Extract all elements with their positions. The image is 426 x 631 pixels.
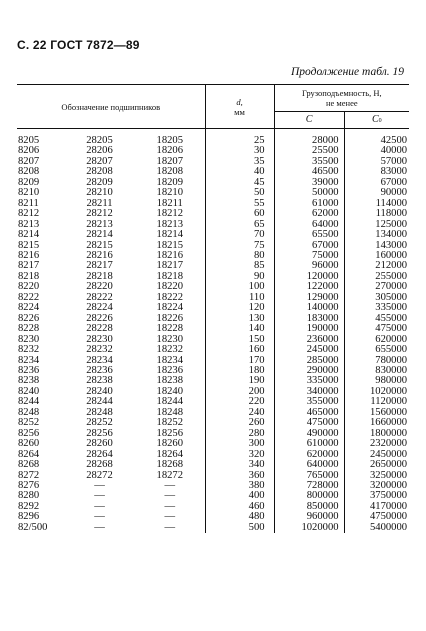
- page-title: С. 22 ГОСТ 7872—89: [17, 38, 140, 52]
- cell-diameter: 60: [205, 209, 274, 219]
- cell-designation-8: 8211: [18, 197, 39, 209]
- cell-designation-18: 18238: [135, 376, 205, 386]
- cell-static-load: 655000: [375, 344, 408, 356]
- cell-dynamic-load: 122000: [274, 282, 344, 292]
- cell-designation-8: 8252: [18, 417, 40, 429]
- cell-designation-28: 28217: [86, 260, 113, 272]
- cell-designation-8: 8260: [18, 438, 40, 450]
- table-row: [17, 188, 409, 198]
- cell-static-load: 620000: [375, 333, 408, 345]
- cell-designation-18: 18206: [135, 146, 205, 156]
- cell-dynamic-load: 190000: [274, 324, 344, 334]
- cell-designation-18: 18214: [135, 230, 205, 240]
- table-row: [17, 209, 409, 219]
- cell-diameter: 380: [205, 481, 274, 491]
- cell-dynamic-load: 245000: [274, 345, 344, 355]
- table-row: [17, 502, 409, 512]
- cell-static-load: 1120000: [370, 396, 408, 408]
- table-row: [17, 523, 409, 533]
- cell-designation-18: —: [135, 502, 205, 512]
- bearing-load-table: [17, 84, 409, 533]
- cell-designation-8: 8224: [18, 302, 40, 314]
- cell-dynamic-load: 475000: [274, 418, 344, 428]
- cell-designation-28: —: [94, 500, 105, 512]
- cell-designation-28: 28211: [86, 197, 113, 209]
- cell-diameter: 340: [205, 460, 274, 470]
- cell-diameter: 70: [205, 230, 274, 240]
- table-row: [17, 220, 409, 230]
- table-header: [17, 85, 409, 129]
- cell-dynamic-load: 765000: [274, 471, 344, 481]
- cell-designation-28: 28210: [86, 187, 113, 199]
- cell-designation-28: 28226: [86, 312, 113, 324]
- cell-designation-28: 28238: [86, 375, 113, 387]
- cell-designation-28: —: [94, 479, 105, 491]
- cell-dynamic-load: 62000: [274, 209, 344, 219]
- cell-dynamic-load: 65500: [274, 230, 344, 240]
- cell-designation-18: 18234: [135, 356, 205, 366]
- cell-diameter: 300: [205, 439, 274, 449]
- table-row: [17, 450, 409, 460]
- cell-designation-18: 18218: [135, 272, 205, 282]
- cell-static-load: 270000: [375, 281, 408, 293]
- cell-diameter: 140: [205, 324, 274, 334]
- cell-designation-8: 8214: [18, 229, 40, 241]
- cell-diameter: 150: [205, 335, 274, 345]
- cell-designation-18: 18207: [135, 157, 205, 167]
- cell-designation-18: 18256: [135, 429, 205, 439]
- cell-static-load: 475000: [375, 323, 408, 335]
- cell-designation-28: 28216: [86, 249, 113, 261]
- cell-designation-8: 8292: [18, 500, 40, 512]
- cell-designation-8: 8296: [18, 511, 40, 523]
- cell-designation-28: 28208: [86, 166, 113, 178]
- cell-designation-8: 8205: [18, 135, 40, 146]
- cell-designation-28: 28268: [86, 459, 113, 471]
- cell-diameter: 320: [205, 450, 274, 460]
- cell-designation-18: 18230: [135, 335, 205, 345]
- cell-dynamic-load: 75000: [274, 251, 344, 261]
- cell-designation-8: 8268: [18, 459, 40, 471]
- table-row: [17, 471, 409, 481]
- table-row: [17, 157, 409, 167]
- cell-designation-18: 18244: [135, 397, 205, 407]
- cell-designation-8: 8220: [18, 281, 40, 293]
- table-row: [17, 481, 409, 491]
- cell-static-load: 67000: [380, 176, 408, 188]
- header-diameter: [205, 85, 274, 129]
- table-row: [17, 129, 409, 147]
- cell-designation-8: 8213: [18, 218, 40, 230]
- table-row: [17, 491, 409, 501]
- cell-dynamic-load: 610000: [274, 439, 344, 449]
- cell-designation-8: 8218: [18, 270, 40, 282]
- cell-diameter: 180: [205, 366, 274, 376]
- table-row: [17, 387, 409, 397]
- cell-designation-28: 28209: [86, 176, 113, 188]
- cell-designation-8: 8234: [18, 354, 40, 366]
- cell-static-load: 118000: [375, 208, 408, 220]
- cell-dynamic-load: 120000: [274, 272, 344, 282]
- cell-designation-8: 8216: [18, 249, 40, 261]
- cell-designation-8: 82/500: [18, 521, 48, 533]
- cell-designation-8: 8210: [18, 187, 40, 199]
- cell-diameter: 35: [205, 157, 274, 167]
- cell-designation-8: 8244: [18, 396, 40, 408]
- cell-designation-28: 28236: [86, 364, 113, 376]
- cell-dynamic-load: 465000: [274, 408, 344, 418]
- cell-dynamic-load: 28000: [274, 129, 344, 147]
- cell-designation-28: 28224: [86, 302, 113, 314]
- cell-static-load: 42500: [380, 135, 408, 146]
- cell-static-load: 1800000: [369, 427, 408, 439]
- cell-diameter: 360: [205, 471, 274, 481]
- cell-designation-18: 18215: [135, 241, 205, 251]
- cell-designation-18: 18272: [135, 471, 205, 481]
- cell-designation-8: 8256: [18, 427, 40, 439]
- cell-designation-28: 28218: [86, 270, 113, 282]
- cell-designation-18: 18226: [135, 314, 205, 324]
- cell-diameter: 240: [205, 408, 274, 418]
- table-row: [17, 356, 409, 366]
- table-row: [17, 429, 409, 439]
- cell-static-load: 2650000: [369, 459, 408, 471]
- cell-designation-8: 8276: [18, 479, 40, 491]
- cell-static-load: 2450000: [369, 448, 408, 460]
- cell-designation-28: 28256: [86, 427, 113, 439]
- cell-static-load: 4170000: [369, 500, 408, 512]
- cell-static-load: 830000: [375, 364, 408, 376]
- cell-dynamic-load: 46500: [274, 167, 344, 177]
- cell-dynamic-load: 490000: [274, 429, 344, 439]
- cell-diameter: 400: [205, 491, 274, 501]
- cell-designation-8: 8212: [18, 208, 40, 220]
- cell-designation-28: 28264: [86, 448, 113, 460]
- cell-designation-18: 18212: [135, 209, 205, 219]
- header-diameter-symbol: d,: [236, 96, 243, 107]
- cell-dynamic-load: 285000: [274, 356, 344, 366]
- cell-static-load: 40000: [380, 145, 408, 157]
- cell-dynamic-load: 800000: [274, 491, 344, 501]
- cell-static-load: 3200000: [369, 479, 408, 491]
- cell-designation-28: 28248: [86, 406, 113, 418]
- cell-designation-8: 8217: [18, 260, 40, 272]
- table-row: [17, 366, 409, 376]
- cell-static-load: 1660000: [369, 417, 408, 429]
- cell-diameter: 50: [205, 188, 274, 198]
- cell-diameter: 65: [205, 220, 274, 230]
- cell-diameter: 160: [205, 345, 274, 355]
- cell-designation-28: 28244: [86, 396, 113, 408]
- cell-dynamic-load: 140000: [274, 303, 344, 313]
- cell-diameter: 130: [205, 314, 274, 324]
- cell-designation-28: 28205: [86, 135, 113, 146]
- table-row: [17, 167, 409, 177]
- cell-dynamic-load: 96000: [274, 261, 344, 271]
- cell-designation-28: 28206: [86, 145, 113, 157]
- cell-designation-8: 8280: [18, 490, 40, 502]
- cell-designation-28: 28220: [86, 281, 113, 293]
- cell-designation-28: 28272: [86, 469, 113, 481]
- cell-dynamic-load: 64000: [274, 220, 344, 230]
- table-continuation-caption: Продолжение табл. 19: [291, 66, 404, 78]
- cell-dynamic-load: 236000: [274, 335, 344, 345]
- cell-designation-8: 8248: [18, 406, 40, 418]
- cell-designation-8: 8272: [18, 469, 40, 481]
- table-row: [17, 397, 409, 407]
- cell-diameter: 100: [205, 282, 274, 292]
- cell-static-load: 5400000: [369, 521, 408, 533]
- cell-diameter: 55: [205, 199, 274, 209]
- table-row: [17, 418, 409, 428]
- cell-diameter: 460: [205, 502, 274, 512]
- cell-designation-28: —: [94, 490, 105, 502]
- cell-dynamic-load: 1020000: [274, 523, 344, 533]
- cell-designation-28: 28240: [86, 385, 113, 397]
- cell-designation-28: 28252: [86, 417, 113, 429]
- table-row: [17, 324, 409, 334]
- cell-designation-18: 18252: [135, 418, 205, 428]
- header-load-capacity: [274, 85, 409, 112]
- cell-designation-8: 8232: [18, 344, 40, 356]
- cell-dynamic-load: 290000: [274, 366, 344, 376]
- cell-designation-18: —: [135, 491, 205, 501]
- table-body: [17, 129, 409, 534]
- cell-designation-28: 28234: [86, 354, 113, 366]
- cell-designation-18: 18232: [135, 345, 205, 355]
- cell-dynamic-load: 960000: [274, 512, 344, 522]
- cell-static-load: 114000: [375, 197, 408, 209]
- table-row: [17, 241, 409, 251]
- cell-designation-18: 18209: [135, 178, 205, 188]
- header-static-load-subscript: 0: [378, 117, 382, 124]
- cell-designation-18: 18222: [135, 293, 205, 303]
- cell-dynamic-load: 129000: [274, 293, 344, 303]
- cell-designation-18: —: [135, 523, 205, 533]
- cell-dynamic-load: 640000: [274, 460, 344, 470]
- table-row: [17, 376, 409, 386]
- cell-static-load: 4750000: [369, 511, 408, 523]
- header-diameter-unit: мм: [234, 106, 245, 117]
- cell-designation-18: 18205: [135, 129, 205, 147]
- cell-diameter: 200: [205, 387, 274, 397]
- cell-designation-28: 28212: [86, 208, 113, 220]
- cell-designation-8: 8209: [18, 176, 40, 188]
- cell-diameter: 190: [205, 376, 274, 386]
- table-row: [17, 408, 409, 418]
- cell-designation-18: 18248: [135, 408, 205, 418]
- cell-dynamic-load: 335000: [274, 376, 344, 386]
- cell-diameter: 45: [205, 178, 274, 188]
- cell-static-load: 255000: [375, 270, 408, 282]
- cell-designation-28: —: [94, 521, 105, 533]
- table-row: [17, 251, 409, 261]
- cell-designation-28: 28232: [86, 344, 113, 356]
- cell-designation-18: 18240: [135, 387, 205, 397]
- table-row: [17, 272, 409, 282]
- cell-static-load: 1020000: [369, 385, 408, 397]
- bearing-load-table-container: [17, 84, 409, 533]
- header-designation: Обозначение подшипников: [17, 85, 205, 129]
- header-load-line1: Грузоподъемность, Н,: [301, 88, 382, 98]
- cell-static-load: 305000: [375, 291, 408, 303]
- cell-dynamic-load: 850000: [274, 502, 344, 512]
- cell-dynamic-load: 620000: [274, 450, 344, 460]
- cell-diameter: 85: [205, 261, 274, 271]
- cell-designation-28: 28213: [86, 218, 113, 230]
- cell-dynamic-load: 67000: [274, 241, 344, 251]
- table-row: [17, 282, 409, 292]
- cell-designation-28: 28214: [86, 229, 113, 241]
- cell-diameter: 260: [205, 418, 274, 428]
- cell-designation-18: —: [135, 481, 205, 491]
- table-row: [17, 178, 409, 188]
- table-row: [17, 335, 409, 345]
- cell-designation-18: 18217: [135, 261, 205, 271]
- cell-dynamic-load: 61000: [274, 199, 344, 209]
- cell-designation-8: 8215: [18, 239, 40, 251]
- cell-designation-18: 18213: [135, 220, 205, 230]
- cell-dynamic-load: 35500: [274, 157, 344, 167]
- table-row: [17, 230, 409, 240]
- cell-diameter: 280: [205, 429, 274, 439]
- cell-static-load: 335000: [375, 302, 408, 314]
- table-row: [17, 146, 409, 156]
- header-dynamic-load: C: [274, 112, 344, 129]
- cell-designation-28: 28230: [86, 333, 113, 345]
- cell-static-load: 83000: [380, 166, 408, 178]
- cell-designation-18: —: [135, 512, 205, 522]
- header-static-load: [344, 112, 409, 129]
- cell-designation-18: 18211: [135, 199, 205, 209]
- cell-static-load: 143000: [375, 239, 408, 251]
- cell-designation-28: 28215: [86, 239, 113, 251]
- cell-diameter: 480: [205, 512, 274, 522]
- cell-designation-8: 8236: [18, 364, 40, 376]
- cell-designation-18: 18228: [135, 324, 205, 334]
- cell-diameter: 500: [205, 523, 274, 533]
- cell-static-load: 780000: [375, 354, 408, 366]
- cell-designation-28: 28260: [86, 438, 113, 450]
- table-row: [17, 314, 409, 324]
- cell-designation-18: 18216: [135, 251, 205, 261]
- cell-designation-8: 8206: [18, 145, 40, 157]
- cell-designation-8: 8222: [18, 291, 40, 303]
- cell-designation-8: 8208: [18, 166, 40, 178]
- cell-designation-28: —: [94, 511, 105, 523]
- cell-static-load: 3750000: [369, 490, 408, 502]
- table-row: [17, 293, 409, 303]
- cell-dynamic-load: 340000: [274, 387, 344, 397]
- cell-diameter: 75: [205, 241, 274, 251]
- cell-static-load: 90000: [380, 187, 408, 199]
- cell-designation-8: 8238: [18, 375, 40, 387]
- cell-static-load: 134000: [375, 229, 408, 241]
- cell-designation-18: 18260: [135, 439, 205, 449]
- cell-dynamic-load: 25500: [274, 146, 344, 156]
- cell-dynamic-load: 39000: [274, 178, 344, 188]
- cell-designation-18: 18264: [135, 450, 205, 460]
- cell-static-load: 57000: [380, 155, 408, 167]
- cell-diameter: 40: [205, 167, 274, 177]
- cell-designation-18: 18268: [135, 460, 205, 470]
- cell-designation-8: 8226: [18, 312, 40, 324]
- header-static-load-symbol: C: [371, 113, 379, 125]
- cell-static-load: 455000: [375, 312, 408, 324]
- cell-static-load: 2320000: [369, 438, 408, 450]
- cell-static-load: 212000: [375, 260, 408, 272]
- cell-designation-18: 18224: [135, 303, 205, 313]
- header-load-line2: не менее: [325, 98, 358, 108]
- cell-diameter: 90: [205, 272, 274, 282]
- cell-diameter: 80: [205, 251, 274, 261]
- cell-designation-8: 8240: [18, 385, 40, 397]
- table-row: [17, 345, 409, 355]
- cell-designation-8: 8228: [18, 323, 40, 335]
- cell-diameter: 220: [205, 397, 274, 407]
- cell-static-load: 980000: [375, 375, 408, 387]
- cell-designation-18: 18208: [135, 167, 205, 177]
- cell-designation-18: 18236: [135, 366, 205, 376]
- cell-static-load: 3250000: [369, 469, 408, 481]
- cell-designation-8: 8230: [18, 333, 40, 345]
- cell-dynamic-load: 728000: [274, 481, 344, 491]
- table-row: [17, 303, 409, 313]
- cell-designation-18: 18210: [135, 188, 205, 198]
- cell-diameter: 120: [205, 303, 274, 313]
- cell-static-load: 160000: [375, 249, 408, 261]
- cell-dynamic-load: 50000: [274, 188, 344, 198]
- cell-diameter: 170: [205, 356, 274, 366]
- cell-designation-28: 28222: [86, 291, 113, 303]
- cell-diameter: 110: [205, 293, 274, 303]
- cell-diameter: 25: [205, 129, 274, 147]
- cell-designation-8: 8264: [18, 448, 40, 460]
- cell-dynamic-load: 355000: [274, 397, 344, 407]
- cell-static-load: 125000: [375, 218, 408, 230]
- cell-designation-28: 28207: [86, 155, 113, 167]
- table-row: [17, 261, 409, 271]
- cell-designation-28: 28228: [86, 323, 113, 335]
- table-row: [17, 512, 409, 522]
- table-row: [17, 439, 409, 449]
- cell-dynamic-load: 183000: [274, 314, 344, 324]
- table-row: [17, 199, 409, 209]
- cell-static-load: 1560000: [369, 406, 408, 418]
- cell-diameter: 30: [205, 146, 274, 156]
- table-row: [17, 460, 409, 470]
- cell-designation-8: 8207: [18, 155, 40, 167]
- cell-designation-18: 18220: [135, 282, 205, 292]
